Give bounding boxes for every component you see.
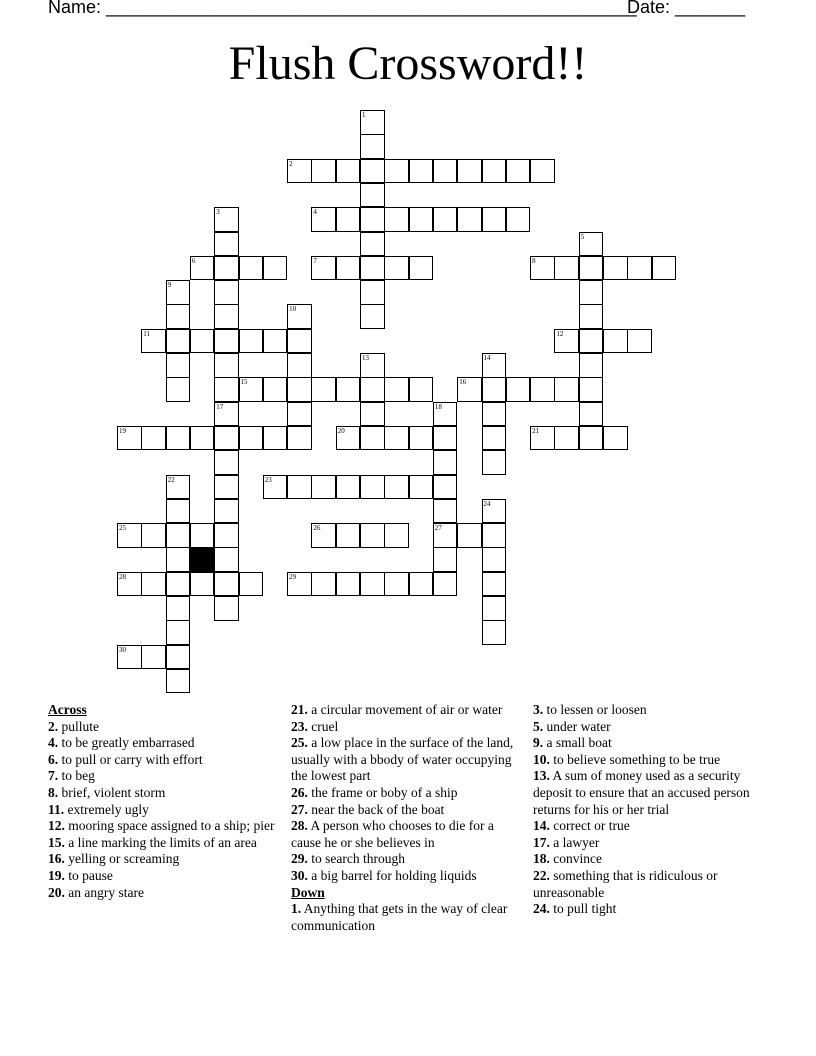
black-square — [190, 547, 215, 572]
clue-number: 16 — [459, 378, 467, 387]
clue-across-4: 4. to be greatly embarrased — [48, 735, 195, 751]
grid-cell[interactable] — [214, 547, 239, 572]
grid-cell[interactable] — [579, 304, 604, 329]
grid-cell[interactable] — [263, 329, 288, 354]
grid-cell[interactable] — [190, 329, 215, 354]
grid-cell[interactable] — [530, 159, 555, 184]
clue-number: 6 — [191, 256, 196, 265]
grid-cell[interactable] — [384, 475, 409, 500]
grid-cell[interactable] — [482, 499, 507, 524]
grid-cell[interactable] — [457, 523, 482, 548]
grid-cell[interactable] — [457, 159, 482, 184]
grid-cell[interactable] — [579, 402, 604, 427]
clue-across-15: 15. a line marking the limits of an area — [48, 834, 257, 850]
date-line: _______ — [675, 0, 746, 17]
clue-across-11: 11. extremely ugly — [48, 801, 149, 817]
clue-across-26: 26. the frame or boby of a ship — [291, 784, 458, 800]
grid-cell[interactable] — [482, 547, 507, 572]
grid-cell[interactable] — [311, 256, 336, 281]
grid-cell[interactable] — [384, 572, 409, 597]
grid-cell[interactable] — [117, 426, 142, 451]
grid-cell[interactable] — [166, 547, 191, 572]
grid-cell[interactable] — [554, 329, 579, 354]
grid-cell[interactable] — [190, 523, 215, 548]
clue-number: 22 — [167, 475, 175, 484]
grid-cell[interactable] — [554, 426, 579, 451]
clue-number: 20 — [337, 426, 345, 435]
clue-number: 7 — [313, 256, 317, 265]
grid-cell[interactable] — [360, 475, 385, 500]
across-heading: Across — [48, 702, 87, 717]
grid-cell[interactable] — [287, 353, 312, 378]
grid-cell[interactable] — [384, 523, 409, 548]
grid-cell[interactable] — [141, 523, 166, 548]
grid-cell[interactable] — [457, 377, 482, 402]
grid-cell[interactable] — [166, 304, 191, 329]
clue-across-27: 27. near the back of the boat — [291, 801, 445, 817]
down-heading: Down — [291, 884, 325, 900]
grid-cell[interactable] — [482, 572, 507, 597]
clue-across-2: 2. pullute — [48, 718, 99, 734]
clue-number: 9 — [167, 281, 172, 290]
clue-across-7: 7. to beg — [48, 768, 95, 784]
grid-cell[interactable] — [239, 329, 264, 354]
grid-cell[interactable] — [554, 377, 579, 402]
clue-number: 28 — [119, 572, 126, 581]
grid-cell[interactable] — [287, 377, 312, 402]
grid-cell[interactable] — [409, 207, 434, 232]
grid-cell[interactable] — [482, 377, 507, 402]
grid-cell[interactable] — [263, 256, 288, 281]
grid-cell[interactable] — [214, 280, 239, 305]
grid-cell[interactable] — [360, 280, 385, 305]
grid-cell[interactable] — [263, 426, 288, 451]
grid-cell[interactable] — [336, 475, 361, 500]
grid-cell[interactable] — [141, 426, 166, 451]
clue-down-14: 14. correct or true — [533, 818, 630, 834]
grid-cell[interactable] — [214, 232, 239, 257]
grid-cell[interactable] — [482, 426, 507, 451]
grid-cell[interactable] — [506, 207, 531, 232]
grid-cell[interactable] — [360, 572, 385, 597]
clue-number: 14 — [483, 354, 491, 362]
grid-cell[interactable] — [433, 547, 458, 572]
clue-down-1: 1. Anything that gets in the way of clear communication — [291, 901, 508, 933]
grid-cell[interactable] — [141, 645, 166, 670]
grid-cell[interactable] — [336, 377, 361, 402]
grid-cell[interactable] — [166, 377, 191, 402]
grid-cell[interactable] — [360, 207, 385, 232]
grid-cell[interactable] — [652, 256, 677, 281]
grid-cell[interactable] — [263, 475, 288, 500]
grid-cell[interactable] — [384, 377, 409, 402]
clue-down-13: 13. A sum of money used as a security deposit to ensure that an accused person returns for his or her trial — [533, 768, 750, 817]
grid-cell[interactable] — [530, 377, 555, 402]
grid-cell[interactable] — [433, 475, 458, 500]
grid-cell[interactable] — [360, 377, 385, 402]
clue-number: 11 — [143, 329, 151, 338]
grid-cell[interactable] — [141, 329, 166, 354]
grid-cell[interactable] — [360, 183, 385, 208]
clue-number: 12 — [556, 329, 564, 338]
grid-cell[interactable] — [433, 450, 458, 475]
grid-cell[interactable] — [336, 207, 361, 232]
clue-across-25: 25. a low place in the surface of the land, usually with a bbody of water occupying the lowest part — [291, 735, 514, 784]
grid-cell[interactable] — [287, 572, 312, 597]
grid-cell[interactable] — [336, 159, 361, 184]
grid-cell[interactable] — [506, 377, 531, 402]
grid-cell[interactable] — [433, 499, 458, 524]
grid-cell[interactable] — [579, 280, 604, 305]
clues-column-3 — [533, 702, 765, 918]
grid-cell[interactable] — [384, 207, 409, 232]
grid-cell[interactable] — [311, 207, 336, 232]
grid-cell[interactable] — [287, 426, 312, 451]
clue-across-16: 16. yelling or screaming — [48, 851, 180, 867]
grid-cell[interactable] — [214, 523, 239, 548]
grid-cell[interactable] — [287, 475, 312, 500]
grid-cell[interactable] — [239, 256, 264, 281]
grid-cell[interactable] — [117, 523, 142, 548]
grid-cell[interactable] — [117, 645, 142, 670]
grid-cell[interactable] — [311, 159, 336, 184]
grid-cell[interactable] — [166, 499, 191, 524]
grid-cell[interactable] — [214, 256, 239, 281]
grid-cell[interactable] — [384, 426, 409, 451]
grid-cell[interactable] — [360, 110, 385, 135]
clue-across-21: 21. a circular movement of air or water — [291, 702, 503, 717]
grid-cell[interactable] — [336, 572, 361, 597]
grid-cell[interactable] — [311, 572, 336, 597]
grid-cell[interactable] — [311, 523, 336, 548]
grid-cell[interactable] — [482, 353, 507, 378]
clue-across-19: 19. to pause — [48, 867, 113, 883]
clue-down-9: 9. a small boat — [533, 735, 612, 751]
grid-cell[interactable] — [360, 426, 385, 451]
grid-cell[interactable] — [579, 232, 604, 257]
grid-cell[interactable] — [214, 596, 239, 621]
grid-cell[interactable] — [433, 159, 458, 184]
grid-cell[interactable] — [166, 475, 191, 500]
clue-down-5: 5. under water — [533, 718, 611, 734]
grid-cell[interactable] — [409, 475, 434, 500]
clue-number: 21 — [532, 426, 540, 435]
grid-cell[interactable] — [214, 450, 239, 475]
clue-number: 18 — [434, 402, 442, 411]
clue-number: 26 — [313, 524, 321, 533]
clue-number: 19 — [119, 426, 126, 435]
grid-cell[interactable] — [166, 280, 191, 305]
grid-cell[interactable] — [433, 523, 458, 548]
clue-number: 30 — [119, 645, 126, 654]
grid-cell[interactable] — [603, 329, 628, 354]
grid-cell[interactable] — [166, 645, 191, 670]
clues-column-1 — [48, 702, 280, 901]
clue-number: 23 — [264, 475, 272, 484]
grid-cell[interactable] — [384, 256, 409, 281]
grid-cell[interactable] — [360, 304, 385, 329]
grid-cell[interactable] — [214, 377, 239, 402]
grid-cell[interactable] — [627, 256, 652, 281]
clue-number: 29 — [289, 572, 297, 581]
grid-cell[interactable] — [336, 256, 361, 281]
clue-number: 24 — [483, 499, 491, 508]
clue-number: 15 — [240, 378, 248, 387]
grid-cell[interactable] — [166, 523, 191, 548]
clue-number: 13 — [362, 354, 369, 362]
clue-down-24: 24. to pull tight — [533, 901, 617, 917]
grid-cell[interactable] — [190, 256, 215, 281]
grid-cell[interactable] — [360, 523, 385, 548]
grid-cell[interactable] — [530, 256, 555, 281]
grid-cell[interactable] — [433, 572, 458, 597]
clue-across-8: 8. brief, violent storm — [48, 784, 166, 800]
grid-cell[interactable] — [336, 426, 361, 451]
page-title: Flush Crossword!! — [228, 37, 588, 90]
clue-down-3: 3. to lessen or loosen — [533, 702, 647, 717]
grid-cell[interactable] — [482, 159, 507, 184]
clue-number: 3 — [216, 208, 220, 217]
grid-cell[interactable] — [627, 329, 652, 354]
grid-cell[interactable] — [214, 304, 239, 329]
grid-cell[interactable] — [384, 159, 409, 184]
grid-cell[interactable] — [190, 572, 215, 597]
clue-across-29: 29. to search through — [291, 851, 405, 867]
grid-cell[interactable] — [457, 207, 482, 232]
clue-number: 17 — [216, 402, 224, 411]
grid-cell[interactable] — [287, 329, 312, 354]
grid-cell[interactable] — [603, 426, 628, 451]
clue-number: 10 — [289, 305, 297, 314]
name-label: Name: — [48, 0, 102, 17]
grid-cell[interactable] — [166, 596, 191, 621]
grid-cell[interactable] — [360, 402, 385, 427]
clue-across-12: 12. mooring space assigned to a ship; pier — [48, 818, 275, 834]
grid-cell[interactable] — [433, 207, 458, 232]
grid-cell[interactable] — [360, 232, 385, 257]
grid-cell[interactable] — [482, 596, 507, 621]
grid-cell[interactable] — [214, 572, 239, 597]
grid-cell[interactable] — [433, 426, 458, 451]
grid-cell[interactable] — [336, 523, 361, 548]
grid-cell[interactable] — [409, 426, 434, 451]
clue-number: 8 — [532, 256, 536, 265]
grid-cell[interactable] — [141, 572, 166, 597]
grid-cell[interactable] — [409, 256, 434, 281]
grid-cell[interactable] — [579, 329, 604, 354]
grid-cell[interactable] — [263, 377, 288, 402]
clue-down-22: 22. something that is ridiculous or unreasonable — [533, 867, 718, 900]
grid-cell[interactable] — [409, 159, 434, 184]
clue-number: 2 — [289, 159, 293, 168]
clue-across-30: 30. a big barrel for holding liquids — [291, 867, 477, 883]
clue-down-10: 10. to believe something to be true — [533, 751, 721, 767]
grid-cell[interactable] — [506, 159, 531, 184]
grid-cell[interactable] — [287, 304, 312, 329]
grid-cell[interactable] — [166, 426, 191, 451]
grid-cell[interactable] — [409, 377, 434, 402]
grid-cell[interactable] — [579, 426, 604, 451]
grid-cell[interactable] — [214, 475, 239, 500]
grid-cell[interactable] — [214, 329, 239, 354]
clue-across-6: 6. to pull or carry with effort — [48, 751, 203, 767]
grid-cell[interactable] — [166, 572, 191, 597]
grid-cell[interactable] — [311, 377, 336, 402]
grid-cell[interactable] — [579, 256, 604, 281]
grid-cell[interactable] — [579, 377, 604, 402]
grid-cell[interactable] — [239, 377, 264, 402]
grid-cell[interactable] — [214, 353, 239, 378]
grid-cell[interactable] — [311, 475, 336, 500]
grid-cell[interactable] — [287, 402, 312, 427]
date-label: Date: — [627, 0, 671, 17]
clues-column-2 — [291, 702, 523, 934]
grid-cell[interactable] — [190, 426, 215, 451]
grid-cell[interactable] — [482, 402, 507, 427]
grid-cell[interactable] — [287, 159, 312, 184]
grid-cell[interactable] — [360, 353, 385, 378]
clue-down-17: 17. a lawyer — [533, 834, 600, 850]
clue-number: 1 — [362, 111, 366, 119]
clue-number: 5 — [580, 232, 585, 241]
grid-cell[interactable] — [214, 499, 239, 524]
grid-cell[interactable] — [166, 620, 191, 645]
clue-across-28: 28. A person who chooses to die for a cause he or she believes in — [291, 818, 494, 850]
clue-across-20: 20. an angry stare — [48, 884, 144, 900]
grid-cell[interactable] — [433, 402, 458, 427]
grid-cell[interactable] — [214, 402, 239, 427]
grid-cell[interactable] — [239, 426, 264, 451]
clue-number: 25 — [119, 524, 126, 533]
grid-cell[interactable] — [482, 207, 507, 232]
grid-cell[interactable] — [603, 256, 628, 281]
grid-cell[interactable] — [409, 572, 434, 597]
grid-cell[interactable] — [482, 620, 507, 645]
grid-cell[interactable] — [554, 256, 579, 281]
grid-cell[interactable] — [360, 134, 385, 159]
clue-number: 27 — [434, 524, 442, 533]
grid-cell[interactable] — [360, 256, 385, 281]
grid-cell[interactable] — [579, 353, 604, 378]
clue-number: 4 — [313, 208, 317, 217]
grid-cell[interactable] — [166, 353, 191, 378]
grid-cell[interactable] — [530, 426, 555, 451]
grid-cell[interactable] — [214, 207, 239, 232]
grid-cell[interactable] — [482, 523, 507, 548]
grid-cell[interactable] — [166, 669, 191, 694]
clue-across-23: 23. cruel — [291, 718, 339, 734]
grid-cell[interactable] — [360, 159, 385, 184]
clue-down-18: 18. convince — [533, 851, 602, 867]
grid-cell[interactable] — [117, 572, 142, 597]
name-line: _____________________________________________________ — [106, 0, 637, 17]
grid-cell[interactable] — [239, 572, 264, 597]
grid-cell[interactable] — [166, 329, 191, 354]
grid-cell[interactable] — [214, 426, 239, 451]
grid-cell[interactable] — [482, 450, 507, 475]
